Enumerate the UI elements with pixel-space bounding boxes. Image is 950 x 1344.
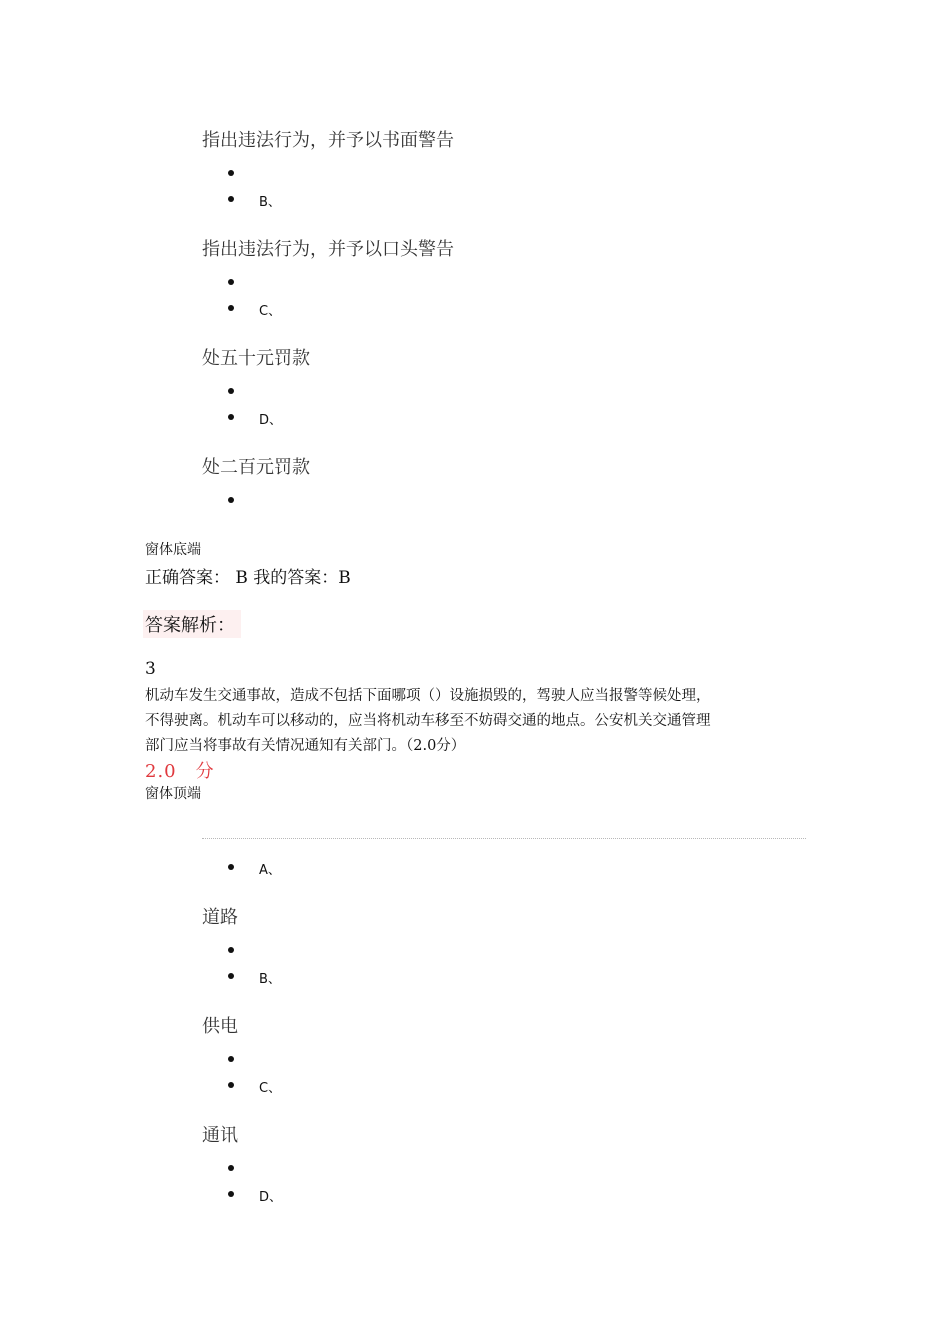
q3-option-b-letter: B、 (259, 972, 281, 987)
q2-option-c-letter: C、 (259, 304, 282, 319)
q3-option-c-bullet (228, 1082, 234, 1088)
q3-option-a-bullet (228, 864, 234, 870)
q3-option-a-letter: A、 (259, 863, 281, 878)
q3-option-b-bullet (228, 973, 234, 979)
q2-option-b-text: 指出违法行为，并予以口头警告 (202, 239, 454, 260)
form-bottom-label: 窗体底端 (145, 542, 201, 558)
question-text-line-2: 不得驶离。机动车可以移动的，应当将机动车移至不妨碍交通的地点。公安机关交通管理 (145, 713, 711, 729)
question-score: 2.0 分 (145, 761, 215, 782)
q2-radio-bullet-d[interactable] (228, 497, 234, 503)
q3-radio-bullet-c[interactable] (228, 1165, 234, 1171)
question-text-line-1: 机动车发生交通事故，造成不包括下面哪项（）设施损毁的，驾驶人应当报警等候处理， (145, 688, 711, 704)
q3-option-a-text: 道路 (202, 907, 238, 928)
q2-option-c-bullet (228, 305, 234, 311)
q2-option-a-text: 指出违法行为，并予以书面警告 (202, 130, 454, 151)
form-divider (202, 838, 806, 839)
q2-radio-bullet-b[interactable] (228, 279, 234, 285)
q2-radio-bullet-c[interactable] (228, 388, 234, 394)
q3-option-c-text: 通讯 (202, 1125, 238, 1146)
q2-option-d-letter: D、 (259, 413, 283, 428)
q3-option-d-letter: D、 (259, 1190, 283, 1205)
form-top-label: 窗体顶端 (145, 786, 201, 802)
q2-option-c-text: 处五十元罚款 (202, 348, 310, 369)
q3-option-d-bullet (228, 1191, 234, 1197)
q2-option-d-text: 处二百元罚款 (202, 457, 310, 478)
question-number: 3 (145, 659, 156, 679)
q3-radio-bullet-a[interactable] (228, 947, 234, 953)
q3-radio-bullet-b[interactable] (228, 1056, 234, 1062)
q3-option-c-letter: C、 (259, 1081, 282, 1096)
question-text-line-3: 部门应当将事故有关情况通知有关部门。（2.0分） (145, 738, 466, 754)
q2-option-b-bullet (228, 196, 234, 202)
q2-radio-bullet-a[interactable] (228, 170, 234, 176)
q3-option-b-text: 供电 (202, 1016, 238, 1037)
q2-option-d-bullet (228, 414, 234, 420)
answer-analysis-label: 答案解析： (143, 610, 241, 638)
answer-result: 正确答案： B 我的答案：B (145, 568, 351, 588)
q2-option-b-letter: B、 (259, 195, 281, 210)
